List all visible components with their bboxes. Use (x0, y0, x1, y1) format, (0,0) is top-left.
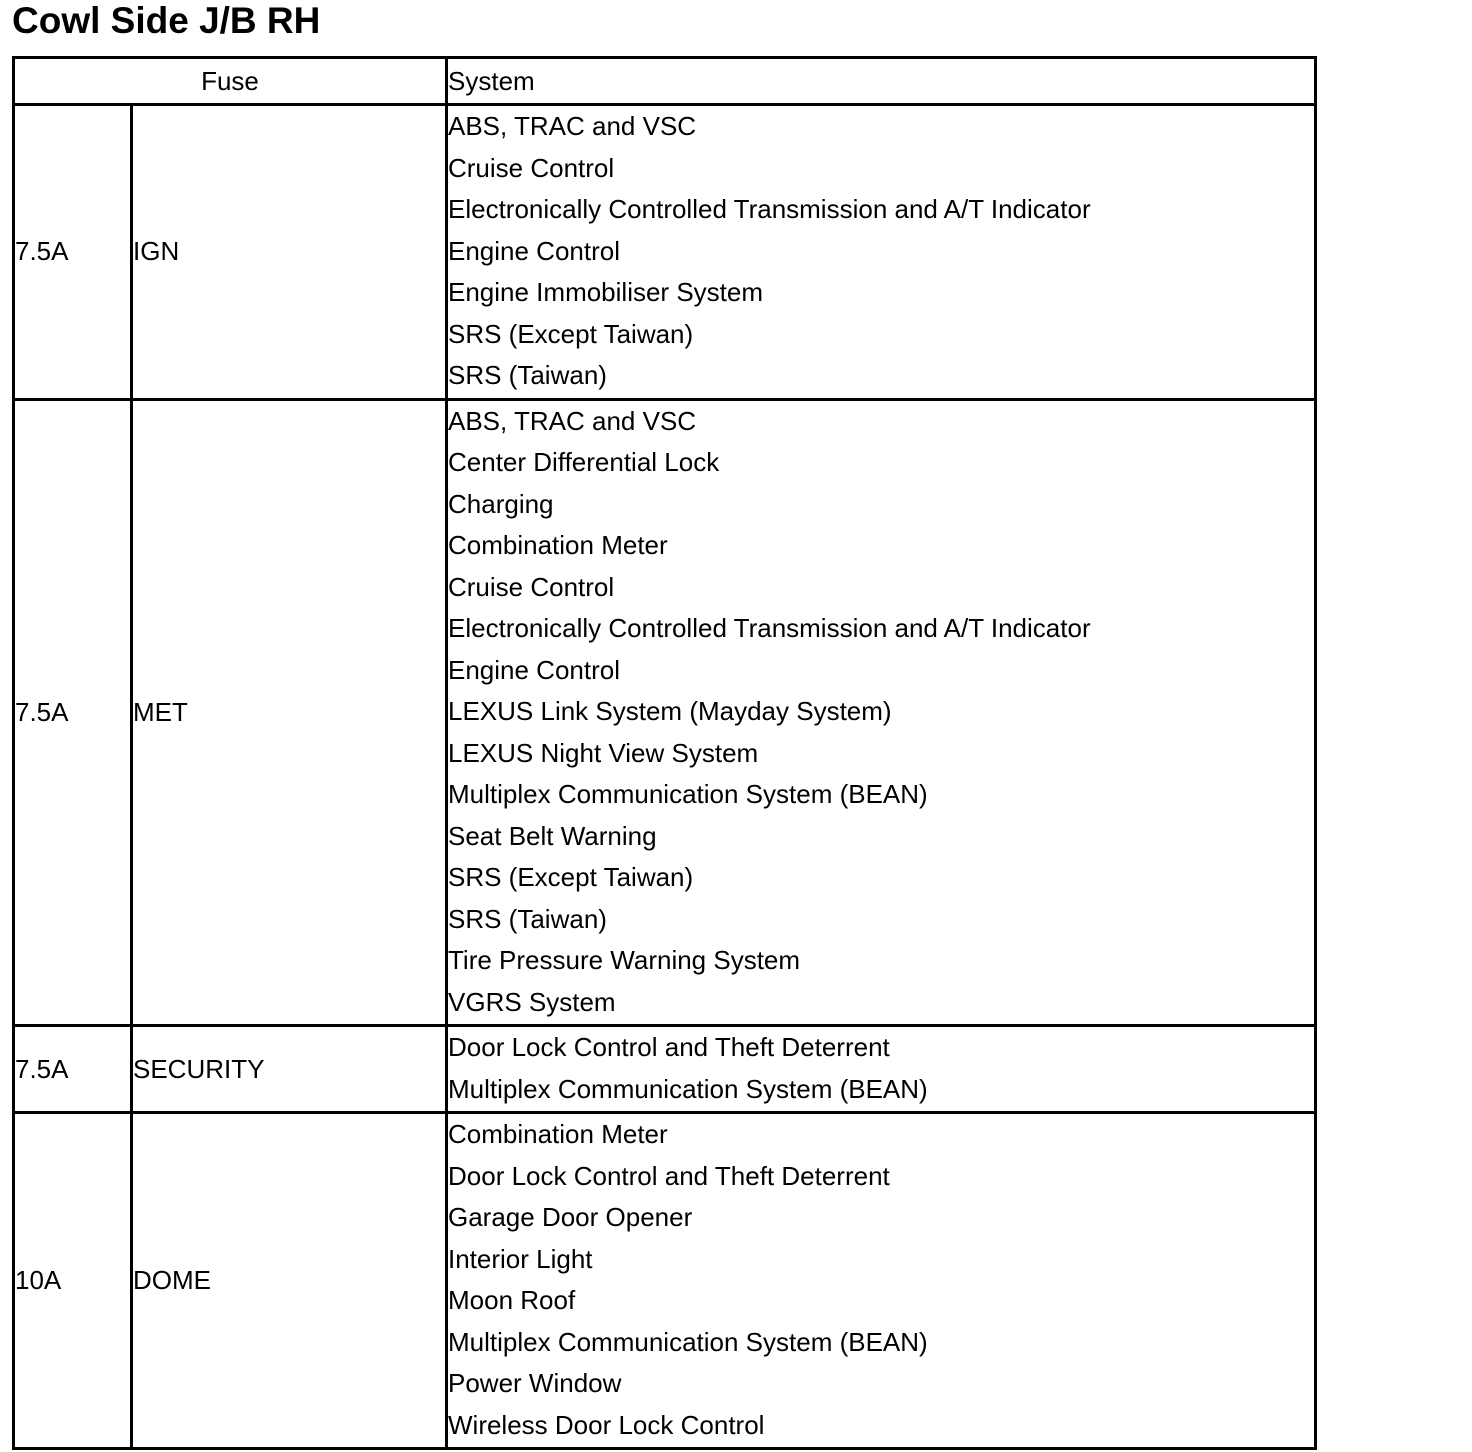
page-title: Cowl Side J/B RH (12, 0, 321, 41)
fuse-amperage: 7.5A (14, 1026, 132, 1113)
system-item: Combination Meter (448, 530, 668, 560)
fuse-name: DOME (132, 1113, 447, 1449)
system-item: SRS (Except Taiwan) (448, 318, 694, 349)
system-item: Cruise Control (448, 571, 615, 602)
system-item: Wireless Door Lock Control (448, 1409, 765, 1440)
system-item: Seat Belt Warning (448, 820, 657, 851)
table-row (14, 399, 1316, 1026)
system-item: LEXUS Link System (Mayday System) (448, 696, 892, 726)
system-item: Multiplex Communication System (BEAN) (448, 1073, 928, 1104)
fuse-name: MET (132, 399, 447, 1026)
system-item: Tire Pressure Warning System (448, 945, 801, 975)
system-item: Electronically Controlled Transmission and A/T Indicator (448, 613, 1091, 643)
system-item: Charging (448, 488, 554, 519)
system-list (447, 1026, 1316, 1113)
system-item: ABS, TRAC and VSC (448, 111, 697, 141)
system-item: VGRS System (448, 986, 616, 1017)
system-item: SRS (Taiwan) (448, 360, 607, 390)
fuse-amperage: 7.5A (14, 399, 132, 1026)
system-item: Power Window (448, 1368, 622, 1398)
system-item: LEXUS Night View System (448, 737, 759, 768)
system-item: Moon Roof (448, 1285, 576, 1315)
fuse-amperage: 7.5A (14, 105, 132, 400)
system-item: Engine Control (448, 235, 620, 266)
system-item: Multiplex Communication System (BEAN) (448, 1326, 928, 1357)
system-item: Center Differential Lock (448, 447, 720, 477)
system-list (447, 399, 1316, 1026)
system-item: Door Lock Control and Theft Deterrent (448, 1032, 890, 1062)
fuse-table-body (14, 105, 1316, 1449)
system-item: Garage Door Opener (448, 1202, 693, 1232)
fuse-name: SECURITY (132, 1026, 447, 1113)
system-item: Combination Meter (448, 1119, 668, 1149)
system-item: ABS, TRAC and VSC (448, 405, 697, 436)
system-item: Engine Immobiliser System (448, 277, 763, 307)
system-item: Multiplex Communication System (BEAN) (448, 779, 928, 809)
fuse-table (12, 56, 1317, 1450)
system-item: SRS (Except Taiwan) (448, 862, 694, 892)
table-row (14, 105, 1316, 400)
header-fuse: Fuse (14, 58, 447, 105)
system-item: Cruise Control (448, 152, 615, 183)
table-row (14, 1113, 1316, 1449)
system-list (447, 1113, 1316, 1449)
system-item: SRS (Taiwan) (448, 903, 607, 934)
fuse-amperage: 10A (14, 1113, 132, 1449)
fuse-name: IGN (132, 105, 447, 400)
system-item: Electronically Controlled Transmission and A/T Indicator (448, 194, 1091, 224)
table-row (14, 1026, 1316, 1113)
system-item: Door Lock Control and Theft Deterrent (448, 1160, 890, 1191)
system-list (447, 105, 1316, 400)
system-item: Engine Control (448, 654, 620, 685)
table-header-row (14, 58, 1316, 105)
system-item: Interior Light (448, 1243, 593, 1274)
header-system: System (447, 58, 1316, 105)
